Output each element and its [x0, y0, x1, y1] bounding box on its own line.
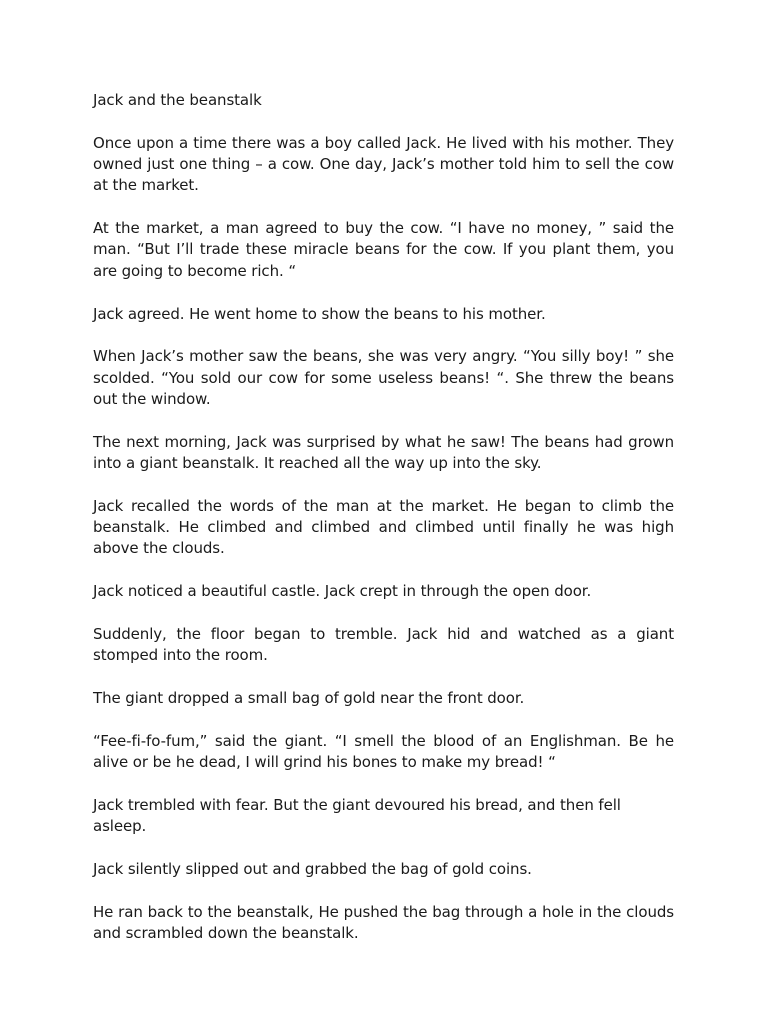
document-title: Jack and the beanstalk — [93, 91, 262, 109]
paragraph: When Jack’s mother saw the beans, she was very angry. “You silly boy! ” she scolded. “You sold our cow for some useless beans! “. She threw the beans out the window. — [93, 347, 674, 408]
paragraph: Jack silently slipped out and grabbed the bag of gold coins. — [93, 860, 532, 879]
paragraph: Jack agreed. He went home to show the beans to his mother. — [93, 304, 546, 323]
paragraph: He ran back to the beanstalk, He pushed the bag through a hole in the clouds and scrambled down the beanstalk. — [93, 902, 674, 943]
paragraph: The giant dropped a small bag of gold near the front door. — [93, 689, 525, 708]
document-body — [93, 90, 674, 966]
paragraph: Jack noticed a beautiful castle. Jack crept in through the open door. — [93, 582, 592, 601]
paragraph: Jack trembled with fear. But the giant devoured his bread, and then fell asleep. — [93, 796, 621, 836]
paragraph: Once upon a time there was a boy called Jack. He lived with his mother. They owned just one thing – a cow. One day, Jack’s mother told him to sell the cow at the market. — [93, 133, 674, 195]
paragraph: “Fee-fi-fo-fum,” said the giant. “I smell the blood of an Englishman. Be he alive or be he dead, I will grind his bones to make my bread! “ — [93, 731, 674, 772]
paragraph: The next morning, Jack was surprised by what he saw! The beans had grown into a giant beanstalk. It reached all the way up into the sky. — [93, 432, 674, 473]
paragraph: Jack recalled the words of the man at the market. He began to climb the beanstalk. He climbed and climbed and climbed until finally he was high above the clouds. — [93, 496, 674, 558]
paragraph: At the market, a man agreed to buy the cow. “I have no money, ” said the man. “But I’ll trade these miracle beans for the cow. If you plant them, you are going to become rich. “ — [93, 219, 674, 280]
paragraph: Suddenly, the floor began to tremble. Jack hid and watched as a giant stomped into the room. — [93, 625, 674, 665]
